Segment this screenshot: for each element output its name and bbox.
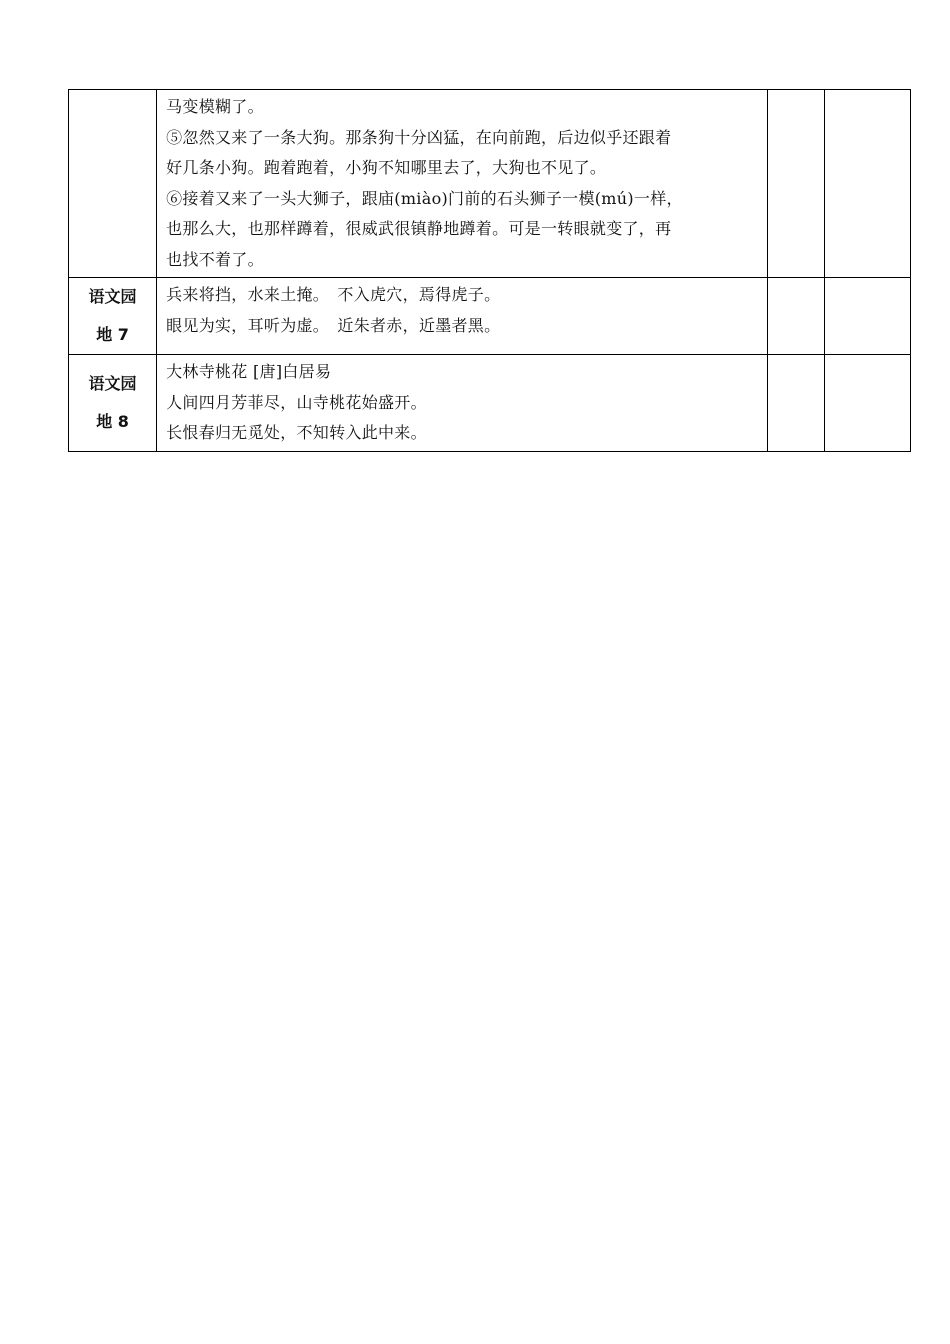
passage-cell — [157, 355, 768, 452]
check-cell-b — [824, 90, 910, 278]
check-cell-a — [767, 90, 824, 278]
passage-line: 人间四月芳菲尽，山寺桃花始盛开。 — [166, 392, 427, 412]
row-label-cell — [69, 90, 157, 278]
row-label-line: 语文园 — [88, 287, 137, 306]
passage-line: ⑤忽然又来了一条大狗。那条狗十分凶猛，在向前跑，后边似乎还跟着 — [166, 127, 672, 147]
row-label-line: 地 7 — [96, 325, 129, 344]
passage-line: 也那么大，也那样蹲着，很威武很镇静地蹲着。可是一转眼就变了，再 — [166, 219, 672, 238]
row-label-cell — [69, 355, 157, 452]
check-cell-a — [767, 355, 824, 452]
check-cell-b — [824, 355, 910, 452]
passage-line: 也找不着了。 — [166, 249, 264, 269]
passage-line: ⑥接着又来了一头大狮子，跟庙(miào)门前的石头狮子一模(mú)一样， — [166, 188, 683, 208]
recitation-table — [68, 89, 911, 452]
passage-line: 长恨春归无觅处，不知转入此中来。 — [166, 423, 427, 442]
check-cell-a — [767, 278, 824, 355]
passage-line: 大林寺桃花 [唐]白居易 — [166, 362, 332, 381]
table-row — [69, 355, 911, 452]
passage-line: 眼见为实，耳听为虚。 近朱者赤，近墨者黑。 — [166, 315, 501, 335]
passage-line: 好几条小狗。跑着跑着，小狗不知哪里去了，大狗也不见了。 — [166, 158, 607, 177]
check-cell-b — [824, 278, 910, 355]
passage-line: 马变模糊了。 — [166, 97, 264, 116]
row-label-line: 地 8 — [96, 411, 129, 431]
table-row — [69, 278, 911, 355]
passage-line: 兵来将挡，水来土掩。 不入虎穴，焉得虎子。 — [166, 285, 501, 304]
row-label-cell — [69, 278, 157, 355]
table-row — [69, 90, 911, 278]
passage-cell — [157, 278, 768, 355]
passage-cell — [157, 90, 768, 278]
row-label-line: 语文园 — [88, 373, 137, 393]
